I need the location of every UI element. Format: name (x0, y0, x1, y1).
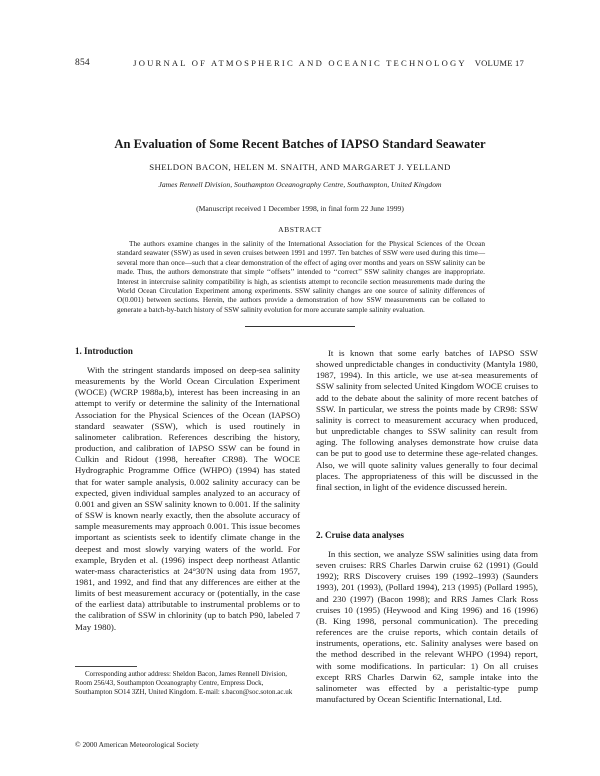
journal-name: JOURNAL OF ATMOSPHERIC AND OCEANIC TECHNOLOGY (133, 58, 467, 68)
paper-title: An Evaluation of Some Recent Batches of IAPSO Standard Seawater (114, 137, 486, 151)
page-number: 854 (75, 58, 90, 68)
column-left (75, 365, 300, 633)
manuscript-dates: (Manuscript received 1 December 1998, in final form 22 June 1999) (196, 204, 404, 213)
volume-label: VOLUME 17 (474, 58, 524, 68)
copyright-notice: © 2000 American Meteorological Society (75, 740, 199, 749)
abstract-text: The authors examine changes in the salinity of the International Association for the Physical Sciences of the Ocean standard seawater (SSW) as used in seven cruises between 1991 and 1997. Ten batches of SSW were used during this time—several more than once—such that a clear demonstration of the effect of aging over months and years on SSW salinity can be made. Thus, the authors demonstrate that simple ‘‘offsets’’ intended to ‘‘correct’’ SSW salinity changes are inappropriate. Interest in intercruise salinity compatibility is high, as scientists attempt to reconcile section measurements made during the World Ocean Circulation Experiment among experiments. SSW salinity changes are one source of salinity differences of O(0.001) between sections. Herein, the authors provide a demonstration of how SSW measurements can be collated to generate a batch-by-batch history of SSW salinity evolution for more accurate sample salinity evaluation. (117, 239, 485, 314)
abstract-divider (245, 326, 355, 327)
section-heading-cruise-data: 2. Cruise data analyses (316, 530, 405, 540)
column-right-top (316, 348, 538, 493)
affiliation: James Rennell Division, Southampton Oceanography Centre, Southampton, United Kingdom (158, 180, 442, 189)
abstract-heading: ABSTRACT (278, 225, 322, 234)
cruise-data-paragraph-1: In this section, we analyze SSW salinities using data from seven cruises: RRS Charles Darwin cruise 62 (1991) (Gould 1992); RRS Discovery cruises 199 (1992–1993) (Saunders 1993), 201 (1993), (Pollard 1994), 213 (1995) (Pollard 1995), and 230 (1997) (Bacon 1998); and RRS James Clark Ross cruises 10 (1995) (Heywood and King 1996) and 16 (1996) (B. King 1998, personal communication). The preceding references are the cruise reports, which contain details of instruments, operations, etc. Salinity analyses were based on the method described in the relevant WHPO (1994) report, with some modifications. In particular: 1) On all cruises except RRS Charles Darwin 62, sample intake into the salinometer was effected by a peristaltic-type pump manufactured by Ocean Scientific International, Ltd. (316, 549, 538, 705)
footnote-divider (75, 666, 137, 667)
introduction-paragraph-1: With the stringent standards imposed on deep-sea salinity measurements by the World Ocean Circulation Experiment (WOCE) (WCRP 1988a,b), interest has been increasing in an attempt to verify or determine the salinity of the International Association for the Physical Sciences of the Ocean (IAPSO) standard seawater (SSW), which is used routinely in salinometer calibration. References describing the history, production, and calibration of IAPSO SSW can be found in Culkin and Ridout (1998, hereafter CR98). The WOCE Hydrographic Programme Office (WHPO) (1994) has stated that for water sample analysis, 0.002 salinity accuracy can be expected, given individual samples analyzed to an accuracy of 0.001 and given an SSW salinity known to 0.001. If the salinity of SSW is known nearly exactly, then the absolute accuracy of sample measurements may approach 0.001. This issue becomes important as scientists seek to identify climate change in the deepest and most slowly varying waters of the world. For example, Bryden et al. (1996) inspect deep northeast Atlantic water-mass characteristics at 24°30′N using data from 1957, 1981, and 1992, and find that any differences are either at the limits of best measurement accuracy or (potentially, in the case of the earliest data) attributable to instrumental problems or to the calibration of SSW in chlorinity (up to batch P90, labeled 7 May 1980). (75, 365, 300, 632)
section-heading-introduction: 1. Introduction (75, 346, 133, 356)
column-right-bottom (316, 549, 538, 705)
introduction-paragraph-2: It is known that some early batches of IAPSO SSW showed unpredictable changes in conductivity (Mantyla 1980, 1987, 1994). In this article, we use at-sea measurements of SSW salinity from selected United Kingdom WOCE cruises to add to the debate about the salinity of more recent batches of SSW. In particular, we stress the points made by CR98: SSW salinity is correct to measurement accuracy when produced, but unpredictable changes to SSW salinity can result from aging. The following analyses demonstrate how cruise data can be put to good use to determine these age-related changes. Also, we will quote salinity values generally to four decimal places. The appropriateness of this will be discussed in the final section, in light of the evidence discussed herein. (316, 348, 538, 492)
author-list: SHELDON BACON, HELEN M. SNAITH, AND MARGARET J. YELLAND (149, 162, 451, 172)
footnote-author-address: Corresponding author address: Sheldon Bacon, James Rennell Division, Room 256/43, Southampton Oceanography Centre, Empress Dock, Southampton SO14 3ZH, United Kingdom. E-mail: s.bacon@soc.soton.ac.uk (75, 670, 293, 696)
